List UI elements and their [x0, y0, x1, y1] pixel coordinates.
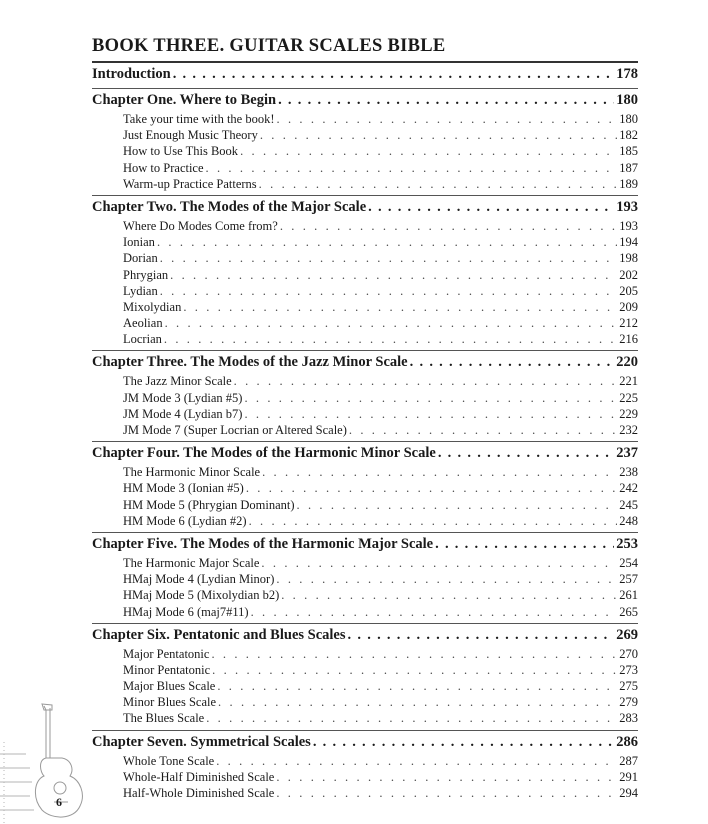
- toc-section-entry[interactable]: [92, 604, 638, 620]
- toc-section-title: Major Pentatonic: [123, 646, 210, 661]
- toc-section-page: 245: [619, 497, 638, 512]
- toc-section-title: The Harmonic Major Scale: [123, 555, 260, 570]
- toc-chapter-page: 193: [616, 198, 638, 215]
- toc-section-title: Major Blues Scale: [123, 679, 216, 694]
- toc-section-title: JM Mode 4 (Lydian b7): [123, 406, 243, 421]
- toc-chapter-group: [92, 730, 638, 802]
- toc-section-entry[interactable]: [92, 587, 638, 603]
- toc-section-title: JM Mode 3 (Lydian #5): [123, 390, 243, 405]
- toc-section-page: 257: [619, 572, 638, 587]
- toc-leader-dots: [280, 218, 617, 234]
- toc-section-title: HMaj Mode 4 (Lydian Minor): [123, 572, 275, 587]
- toc-section-entry[interactable]: [92, 234, 638, 250]
- toc-section-title: JM Mode 7 (Super Locrian or Altered Scale): [123, 423, 347, 437]
- toc-chapter-page: 180: [616, 92, 638, 108]
- toc-section-page: 261: [619, 588, 638, 603]
- toc-leader-dots: [240, 143, 617, 159]
- toc-section-page: 193: [619, 218, 638, 233]
- toc-chapter-group: [92, 532, 638, 620]
- toc-section-page: 279: [619, 695, 638, 710]
- toc-leader-dots: [438, 443, 614, 464]
- toc-leader-dots: [410, 352, 615, 373]
- toc-section-title: Dorian: [123, 251, 158, 266]
- toc-section-title: Just Enough Music Theory: [123, 128, 258, 143]
- toc-chapter-title: Chapter Five. The Modes of the Harmonic Major Scale: [92, 535, 434, 552]
- toc-section-page: 265: [619, 604, 638, 619]
- toc-section-entry[interactable]: [92, 267, 638, 283]
- toc-section-entry[interactable]: [92, 315, 638, 331]
- toc-leader-dots: [277, 111, 618, 127]
- toc-section-page: 270: [619, 646, 638, 661]
- toc-section-page: 242: [619, 481, 638, 496]
- toc-section-title: Mixolydian: [123, 299, 182, 314]
- toc-leader-dots: [297, 497, 618, 513]
- toc-section-title: Minor Pentatonic: [123, 662, 211, 677]
- toc-chapter-page: 220: [616, 354, 638, 371]
- table-of-contents: [92, 58, 638, 801]
- toc-section-title: Lydian: [123, 283, 158, 298]
- toc-section-page: 287: [619, 753, 638, 768]
- toc-chapter-entry[interactable]: [92, 90, 638, 111]
- toc-leader-dots: [244, 390, 617, 406]
- toc-section-entry[interactable]: [92, 710, 638, 726]
- toc-section-entry[interactable]: [92, 769, 638, 785]
- toc-leader-dots: [217, 678, 617, 694]
- toc-section-page: 254: [619, 555, 638, 570]
- toc-chapter-page: 253: [616, 535, 638, 552]
- toc-section-entry[interactable]: [92, 753, 638, 769]
- toc-leader-dots: [244, 406, 617, 422]
- toc-section-page: 209: [619, 299, 638, 314]
- toc-section-entry[interactable]: [92, 464, 638, 480]
- toc-section-title: Whole Tone Scale: [123, 753, 215, 768]
- toc-chapter-title: Chapter Two. The Modes of the Major Scale: [92, 198, 367, 215]
- toc-section-title: Warm-up Practice Patterns: [123, 176, 257, 191]
- toc-section-page: 216: [619, 332, 638, 347]
- toc-section-page: 202: [619, 267, 638, 282]
- toc-leader-dots: [170, 267, 617, 283]
- toc-section-entry[interactable]: [92, 694, 638, 710]
- toc-chapter-title: Chapter Three. The Modes of the Jazz Minor Scale: [92, 354, 408, 371]
- toc-leader-dots: [260, 127, 617, 143]
- toc-chapter-title: Chapter One. Where to Begin: [92, 92, 277, 108]
- toc-section-page: 198: [619, 251, 638, 266]
- toc-section-entry[interactable]: [92, 513, 638, 529]
- toc-leader-dots: [183, 299, 617, 315]
- toc-section-entry[interactable]: [92, 176, 638, 192]
- toc-section-entry[interactable]: [92, 406, 638, 422]
- toc-chapter-title: Chapter Seven. Symmetrical Scales: [92, 733, 311, 750]
- toc-leader-dots: [206, 160, 618, 176]
- toc-leader-dots: [278, 90, 614, 111]
- toc-chapter-group: [92, 441, 638, 529]
- toc-leader-dots: [246, 480, 617, 496]
- toc-chapter-entry[interactable]: [92, 443, 638, 464]
- toc-leader-dots: [276, 571, 617, 587]
- toc-chapter-entry[interactable]: [92, 534, 638, 555]
- toc-leader-dots: [234, 373, 618, 389]
- toc-leader-dots: [261, 555, 617, 571]
- toc-leader-dots: [259, 176, 618, 192]
- toc-chapter-entry[interactable]: [92, 732, 638, 753]
- toc-section-entry[interactable]: [92, 127, 638, 143]
- toc-section-page: 283: [619, 711, 638, 726]
- toc-section-title: HM Mode 6 (Lydian #2): [123, 513, 247, 528]
- toc-section-page: 180: [619, 112, 638, 126]
- toc-section-title: The Harmonic Minor Scale: [123, 465, 261, 480]
- toc-section-entry[interactable]: [92, 480, 638, 496]
- toc-section-title: Whole-Half Diminished Scale: [123, 769, 275, 784]
- toc-section-entry[interactable]: [92, 785, 638, 801]
- toc-section-title: Where Do Modes Come from?: [123, 218, 278, 233]
- toc-section-page: 275: [619, 679, 638, 694]
- page-title: BOOK THREE. GUITAR SCALES BIBLE: [92, 36, 446, 56]
- toc-section-title: HM Mode 3 (Ionian #5): [123, 481, 244, 496]
- toc-section-page: 187: [619, 160, 638, 175]
- toc-section-page: 194: [619, 235, 638, 250]
- toc-section-entry[interactable]: [92, 646, 638, 662]
- toc-section-page: 229: [619, 406, 638, 421]
- toc-section-page: 212: [619, 316, 638, 331]
- toc-leader-dots: [157, 234, 617, 250]
- toc-chapter-entry[interactable]: [92, 64, 638, 85]
- toc-section-title: HM Mode 5 (Phrygian Dominant): [123, 497, 295, 512]
- toc-section-title: How to Use This Book: [123, 144, 239, 159]
- toc-section-entry[interactable]: [92, 143, 638, 159]
- toc-leader-dots: [281, 587, 617, 603]
- toc-section-entry[interactable]: [92, 373, 638, 389]
- toc-section-entry[interactable]: [92, 250, 638, 266]
- toc-section-page: 248: [619, 513, 638, 528]
- toc-chapter-entry[interactable]: [92, 625, 638, 646]
- toc-section-title: The Jazz Minor Scale: [123, 374, 232, 389]
- toc-section-page: 232: [619, 423, 638, 437]
- toc-section-page: 225: [619, 390, 638, 405]
- toc-leader-dots: [276, 785, 617, 801]
- toc-leader-dots: [164, 331, 617, 347]
- toc-section-entry[interactable]: [92, 571, 638, 587]
- toc-leader-dots: [313, 732, 614, 753]
- toc-section-entry[interactable]: [92, 497, 638, 513]
- toc-section-title: Locrian: [123, 332, 162, 347]
- toc-section-entry[interactable]: [92, 160, 638, 176]
- toc-leader-dots: [211, 646, 617, 662]
- toc-chapter-group: [92, 88, 638, 192]
- toc-section-title: How to Practice: [123, 160, 204, 175]
- toc-section-page: 238: [619, 465, 638, 480]
- toc-section-page: 182: [619, 128, 638, 143]
- toc-leader-dots: [218, 694, 617, 710]
- page-number: 6: [56, 795, 62, 809]
- toc-section-entry[interactable]: [92, 678, 638, 694]
- toc-leader-dots: [249, 513, 618, 529]
- toc-leader-dots: [348, 625, 615, 646]
- toc-leader-dots: [160, 283, 618, 299]
- toc-chapter-title: Chapter Four. The Modes of the Harmonic Minor Scale: [92, 445, 436, 462]
- toc-section-title: Aeolian: [123, 316, 163, 331]
- toc-chapter-entry[interactable]: [92, 197, 638, 218]
- toc-section-title: HMaj Mode 6 (maj7#11): [123, 604, 249, 619]
- toc-leader-dots: [349, 422, 617, 438]
- toc-section-entry[interactable]: [92, 422, 638, 438]
- toc-section-title: Phrygian: [123, 267, 169, 282]
- toc-section-title: The Blues Scale: [123, 711, 205, 726]
- toc-section-entry[interactable]: [92, 390, 638, 406]
- toc-leader-dots: [160, 250, 618, 266]
- toc-leader-dots: [251, 604, 618, 620]
- toc-section-title: Half-Whole Diminished Scale: [123, 786, 275, 800]
- toc-chapter-group: [92, 623, 638, 727]
- toc-leader-dots: [368, 197, 614, 218]
- toc-section-page: 291: [619, 769, 638, 784]
- toc-section-title: HMaj Mode 5 (Mixolydian b2): [123, 588, 280, 603]
- toc-section-entry[interactable]: [92, 555, 638, 571]
- toc-chapter-page: 286: [616, 733, 638, 750]
- toc-leader-dots: [276, 769, 617, 785]
- toc-section-entry[interactable]: [92, 111, 638, 127]
- toc-section-title: Take your time with the book!: [123, 112, 275, 126]
- toc-chapter-group: [92, 195, 638, 348]
- toc-chapter-page: 269: [616, 626, 638, 643]
- toc-chapter-title: Introduction: [92, 66, 171, 82]
- toc-chapter-title: Chapter Six. Pentatonic and Blues Scales: [92, 626, 346, 643]
- toc-leader-dots: [216, 753, 617, 769]
- toc-section-title: Ionian: [123, 235, 155, 250]
- toc-leader-dots: [435, 534, 614, 555]
- toc-section-entry[interactable]: [92, 662, 638, 678]
- toc-section-entry[interactable]: [92, 299, 638, 315]
- toc-section-page: 273: [619, 662, 638, 677]
- toc-section-entry[interactable]: [92, 283, 638, 299]
- toc-section-page: 205: [619, 283, 638, 298]
- toc-section-entry[interactable]: [92, 218, 638, 234]
- toc-chapter-group: [92, 61, 638, 85]
- acoustic-guitar-icon: [0, 702, 90, 824]
- toc-leader-dots: [206, 710, 617, 726]
- toc-leader-dots: [212, 662, 617, 678]
- toc-chapter-page: 178: [616, 66, 638, 82]
- toc-leader-dots: [165, 315, 618, 331]
- toc-leader-dots: [173, 64, 615, 85]
- toc-section-page: 221: [619, 374, 638, 389]
- toc-chapter-page: 237: [616, 445, 638, 462]
- toc-chapter-group: [92, 350, 638, 438]
- toc-section-title: Minor Blues Scale: [123, 695, 217, 710]
- toc-section-page: 294: [619, 786, 638, 800]
- toc-section-page: 185: [619, 144, 638, 159]
- toc-section-page: 189: [619, 176, 638, 191]
- toc-chapter-entry[interactable]: [92, 352, 638, 373]
- toc-leader-dots: [262, 464, 617, 480]
- toc-section-entry[interactable]: [92, 331, 638, 347]
